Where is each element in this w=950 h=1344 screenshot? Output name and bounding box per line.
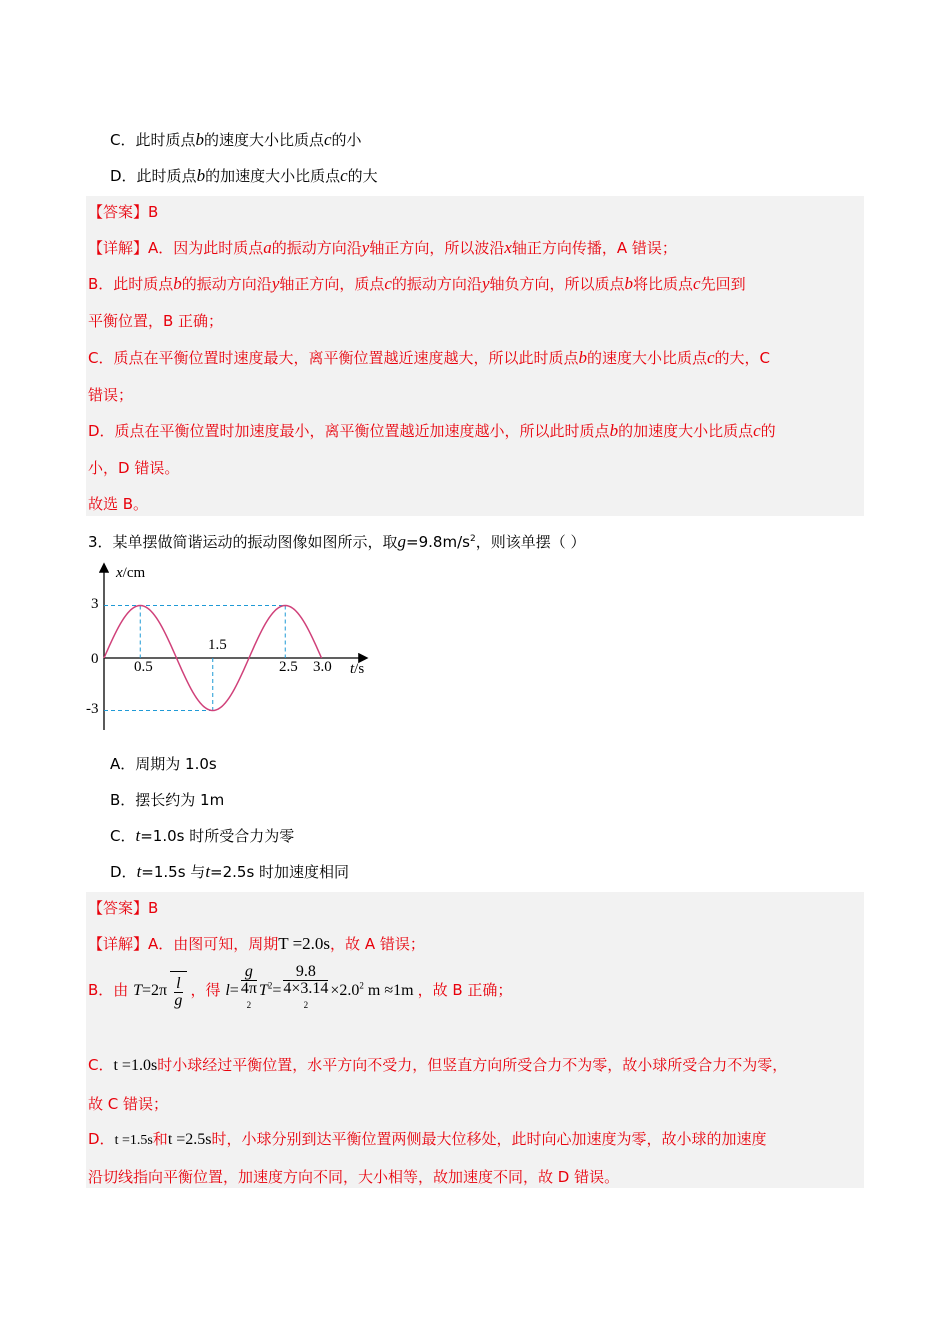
q2-d2-var-b: b xyxy=(173,274,182,293)
math-T2: T xyxy=(258,981,268,999)
q2-option-d-var-b: b xyxy=(196,166,206,185)
q2-d6-t3: 的 xyxy=(760,422,776,440)
frac-9-8 xyxy=(283,964,328,1018)
q2-d1-var-a: a xyxy=(263,238,272,257)
q2-d4-t1: C．质点在平衡位置时速度最大，离平衡位置越近速度越大，所以此时质点 xyxy=(88,349,579,367)
tick-x-0-5: 0.5 xyxy=(134,659,153,675)
q3-od-t3: =2.5s 时加速度相同 xyxy=(210,863,350,881)
q2-detail-line-6 xyxy=(88,421,776,441)
tick-y-neg3: -3 xyxy=(86,701,99,717)
q2-d2-t5: 轴负方向，所以质点 xyxy=(489,275,625,293)
q3-oc-t2: =1.0s 时所受合力为零 xyxy=(140,827,295,845)
q3-d5-math1: t =1.5s xyxy=(114,1133,153,1148)
q3-od-var-t1: t xyxy=(136,862,142,881)
math-g2: g xyxy=(244,963,253,980)
q3-detail-line-2 xyxy=(88,964,512,1008)
math-sup2c: 2 xyxy=(303,1000,309,1010)
q2-option-c-var-c: c xyxy=(324,130,332,149)
q2-d6-t2: 的加速度大小比质点 xyxy=(618,422,754,440)
q2-d4-var-b: b xyxy=(578,348,587,367)
q2-option-c-text-3: 的小 xyxy=(331,131,362,149)
q3-stem xyxy=(88,529,585,552)
q2-detail-line-5: 错误； xyxy=(88,386,134,404)
q2-d1-var-y: y xyxy=(361,238,370,257)
q3-stem-t2: =9.8m/s xyxy=(406,533,470,551)
q2-answer: 【答案】B xyxy=(88,203,159,221)
q3-d1-t2: ，故 A 错误； xyxy=(330,935,425,953)
q3-stem-var-g: g xyxy=(397,532,407,551)
math-eq: = xyxy=(229,981,239,999)
q2-d1-t1: 【详解】A．因为此时质点 xyxy=(88,239,264,257)
q3-d2-t2: ，得 xyxy=(190,980,221,999)
q3-d3-t2: 时小球经过平衡位置，水平方向不受力，但竖直方向所受合力不为零，故小球所受合力不为零， xyxy=(157,1056,788,1074)
q2-option-d-text-2: 的加速度大小比质点 xyxy=(205,167,341,185)
q3-d5-math2: t =2.5s xyxy=(167,1131,212,1148)
q2-detail-line-7: 小，D 错误。 xyxy=(88,459,180,477)
q3-option-b: B．摆长约为 1m xyxy=(110,791,225,809)
q2-d4-t3: 的大，C xyxy=(714,349,771,367)
math-sup2b: 2 xyxy=(267,980,273,991)
frac-l-over-g xyxy=(174,976,182,1009)
q3-d5-t1: D． xyxy=(88,1130,115,1148)
q3-od-var-t2: t xyxy=(205,862,211,881)
frac-g-over-4pi2 xyxy=(241,964,257,1018)
q2-option-c xyxy=(110,130,362,150)
q2-d2-t1: B．此时质点 xyxy=(88,275,174,293)
q2-d2-var-y2: y xyxy=(481,274,490,293)
math-4x314: 4×3.14 xyxy=(283,980,329,997)
q2-d2-t6: 将比质点 xyxy=(633,275,694,293)
q2-d2-t2: 的振动方向沿 xyxy=(181,275,272,293)
q2-option-d-var-c: c xyxy=(340,166,348,185)
tick-x-1-5: 1.5 xyxy=(208,637,227,653)
formula-length xyxy=(225,963,417,1010)
q2-detail-line-4 xyxy=(88,348,770,368)
q2-d1-t4: 轴正方向传播，A 错误； xyxy=(511,239,677,257)
q2-d2-var-c2: c xyxy=(693,274,701,293)
q3-d5-t2: 时，小球分别到达平衡位置两侧最大位移处，此时向心加速度为零，故小球的加速度 xyxy=(211,1130,767,1148)
q2-d4-var-c: c xyxy=(707,348,715,367)
math-l2: l xyxy=(225,981,230,999)
q3-d1-t1: 【详解】A．由图可知，周期 xyxy=(88,935,279,953)
tick-y-3: 3 xyxy=(91,596,99,612)
q2-d6-var-c: c xyxy=(753,421,761,440)
tick-y-0: 0 xyxy=(91,651,99,667)
q2-detail-line-8: 故选 B。 xyxy=(88,495,149,513)
q3-d1-math-T: T =2.0s xyxy=(278,934,331,953)
q3-stem-sup: 2 xyxy=(469,534,476,544)
q2-detail-line-3: 平衡位置，B 正确； xyxy=(88,312,224,330)
q2-option-c-var-b: b xyxy=(195,130,204,149)
sqrt-radicand xyxy=(170,971,186,1012)
q3-detail-line-3 xyxy=(88,1055,787,1076)
q2-option-d-text-3: 的大 xyxy=(347,167,378,185)
q3-d2-t1: B．由 xyxy=(88,980,129,999)
math-sup2: 2 xyxy=(246,1000,252,1010)
q2-d6-var-b: b xyxy=(609,421,619,440)
q2-d2-var-c: c xyxy=(384,274,392,293)
q3-oc-var-t: t xyxy=(135,826,141,845)
q2-detail-line-2 xyxy=(88,274,746,294)
math-T: T xyxy=(133,981,142,999)
q2-d2-var-b2: b xyxy=(624,274,633,293)
math-98: 9.8 xyxy=(283,964,328,981)
q2-d2-var-y1: y xyxy=(271,274,280,293)
math-l: l xyxy=(176,974,181,992)
q3-od-t2: =1.5s 与 xyxy=(141,863,206,881)
q2-option-d xyxy=(110,166,378,186)
q3-d5-and: 和 xyxy=(152,1130,168,1148)
q2-option-d-text-1: D．此时质点 xyxy=(110,167,197,185)
q2-d1-t3: 轴正方向，所以波沿 xyxy=(369,239,505,257)
q3-stem-t1: 3．某单摆做简谐运动的振动图像如图所示，取 xyxy=(88,533,398,551)
q2-detail-line-1 xyxy=(88,238,677,258)
q3-detail-line-5 xyxy=(88,1129,767,1151)
q3-stem-t3: ，则该单摆（ ） xyxy=(475,533,586,551)
q3-od-t1: D． xyxy=(110,863,137,881)
tick-x-3-0: 3.0 xyxy=(313,659,332,675)
q2-d6-t1: D．质点在平衡位置时加速度最小，离平衡位置越近加速度越小，所以此时质点 xyxy=(88,422,610,440)
q2-d2-t4: 的振动方向沿 xyxy=(391,275,482,293)
q3-d2-t3: ，故 B 正确； xyxy=(417,980,513,999)
math-g: g xyxy=(174,991,183,1009)
math-times: ×2.0 xyxy=(330,981,360,999)
q3-option-c xyxy=(110,826,294,846)
q3-answer: 【答案】B xyxy=(88,899,159,917)
q3-oc-t1: C． xyxy=(110,827,136,845)
math-approx: m ≈1m xyxy=(363,981,414,999)
q3-detail-line-4: 故 C 错误； xyxy=(88,1095,169,1113)
q2-d4-t2: 的速度大小比质点 xyxy=(586,349,707,367)
q2-option-c-text-2: 的速度大小比质点 xyxy=(203,131,324,149)
tick-x-2-5: 2.5 xyxy=(279,659,298,675)
q3-option-d xyxy=(110,862,349,882)
math-sup2d: 2 xyxy=(359,980,364,991)
q2-d2-t7: 先回到 xyxy=(700,275,746,293)
q2-d1-t2: 的振动方向沿 xyxy=(271,239,362,257)
math-4pi: 4π xyxy=(240,980,257,997)
math-eq2: = xyxy=(272,981,282,999)
q2-option-c-text-1: C．此时质点 xyxy=(110,131,196,149)
q3-option-a: A．周期为 1.0s xyxy=(110,755,217,773)
q3-d3-t1: C． xyxy=(88,1056,114,1074)
q3-detail-line-1 xyxy=(88,934,425,954)
q3-d3-math: t =1.0s xyxy=(113,1057,158,1074)
x-axis-label: t/s xyxy=(350,661,365,677)
y-axis-label: x/cm xyxy=(116,565,146,581)
oscillation-graph xyxy=(80,555,380,735)
q3-detail-line-6: 沿切线指向平衡位置，加速度方向不同，大小相等，故加速度不同，故 D 错误。 xyxy=(88,1168,620,1186)
q2-d1-var-x: x xyxy=(504,238,512,257)
q2-d2-t3: 轴正方向，质点 xyxy=(279,275,385,293)
formula-period xyxy=(133,974,190,1009)
math-2pi: =2π xyxy=(141,981,168,999)
